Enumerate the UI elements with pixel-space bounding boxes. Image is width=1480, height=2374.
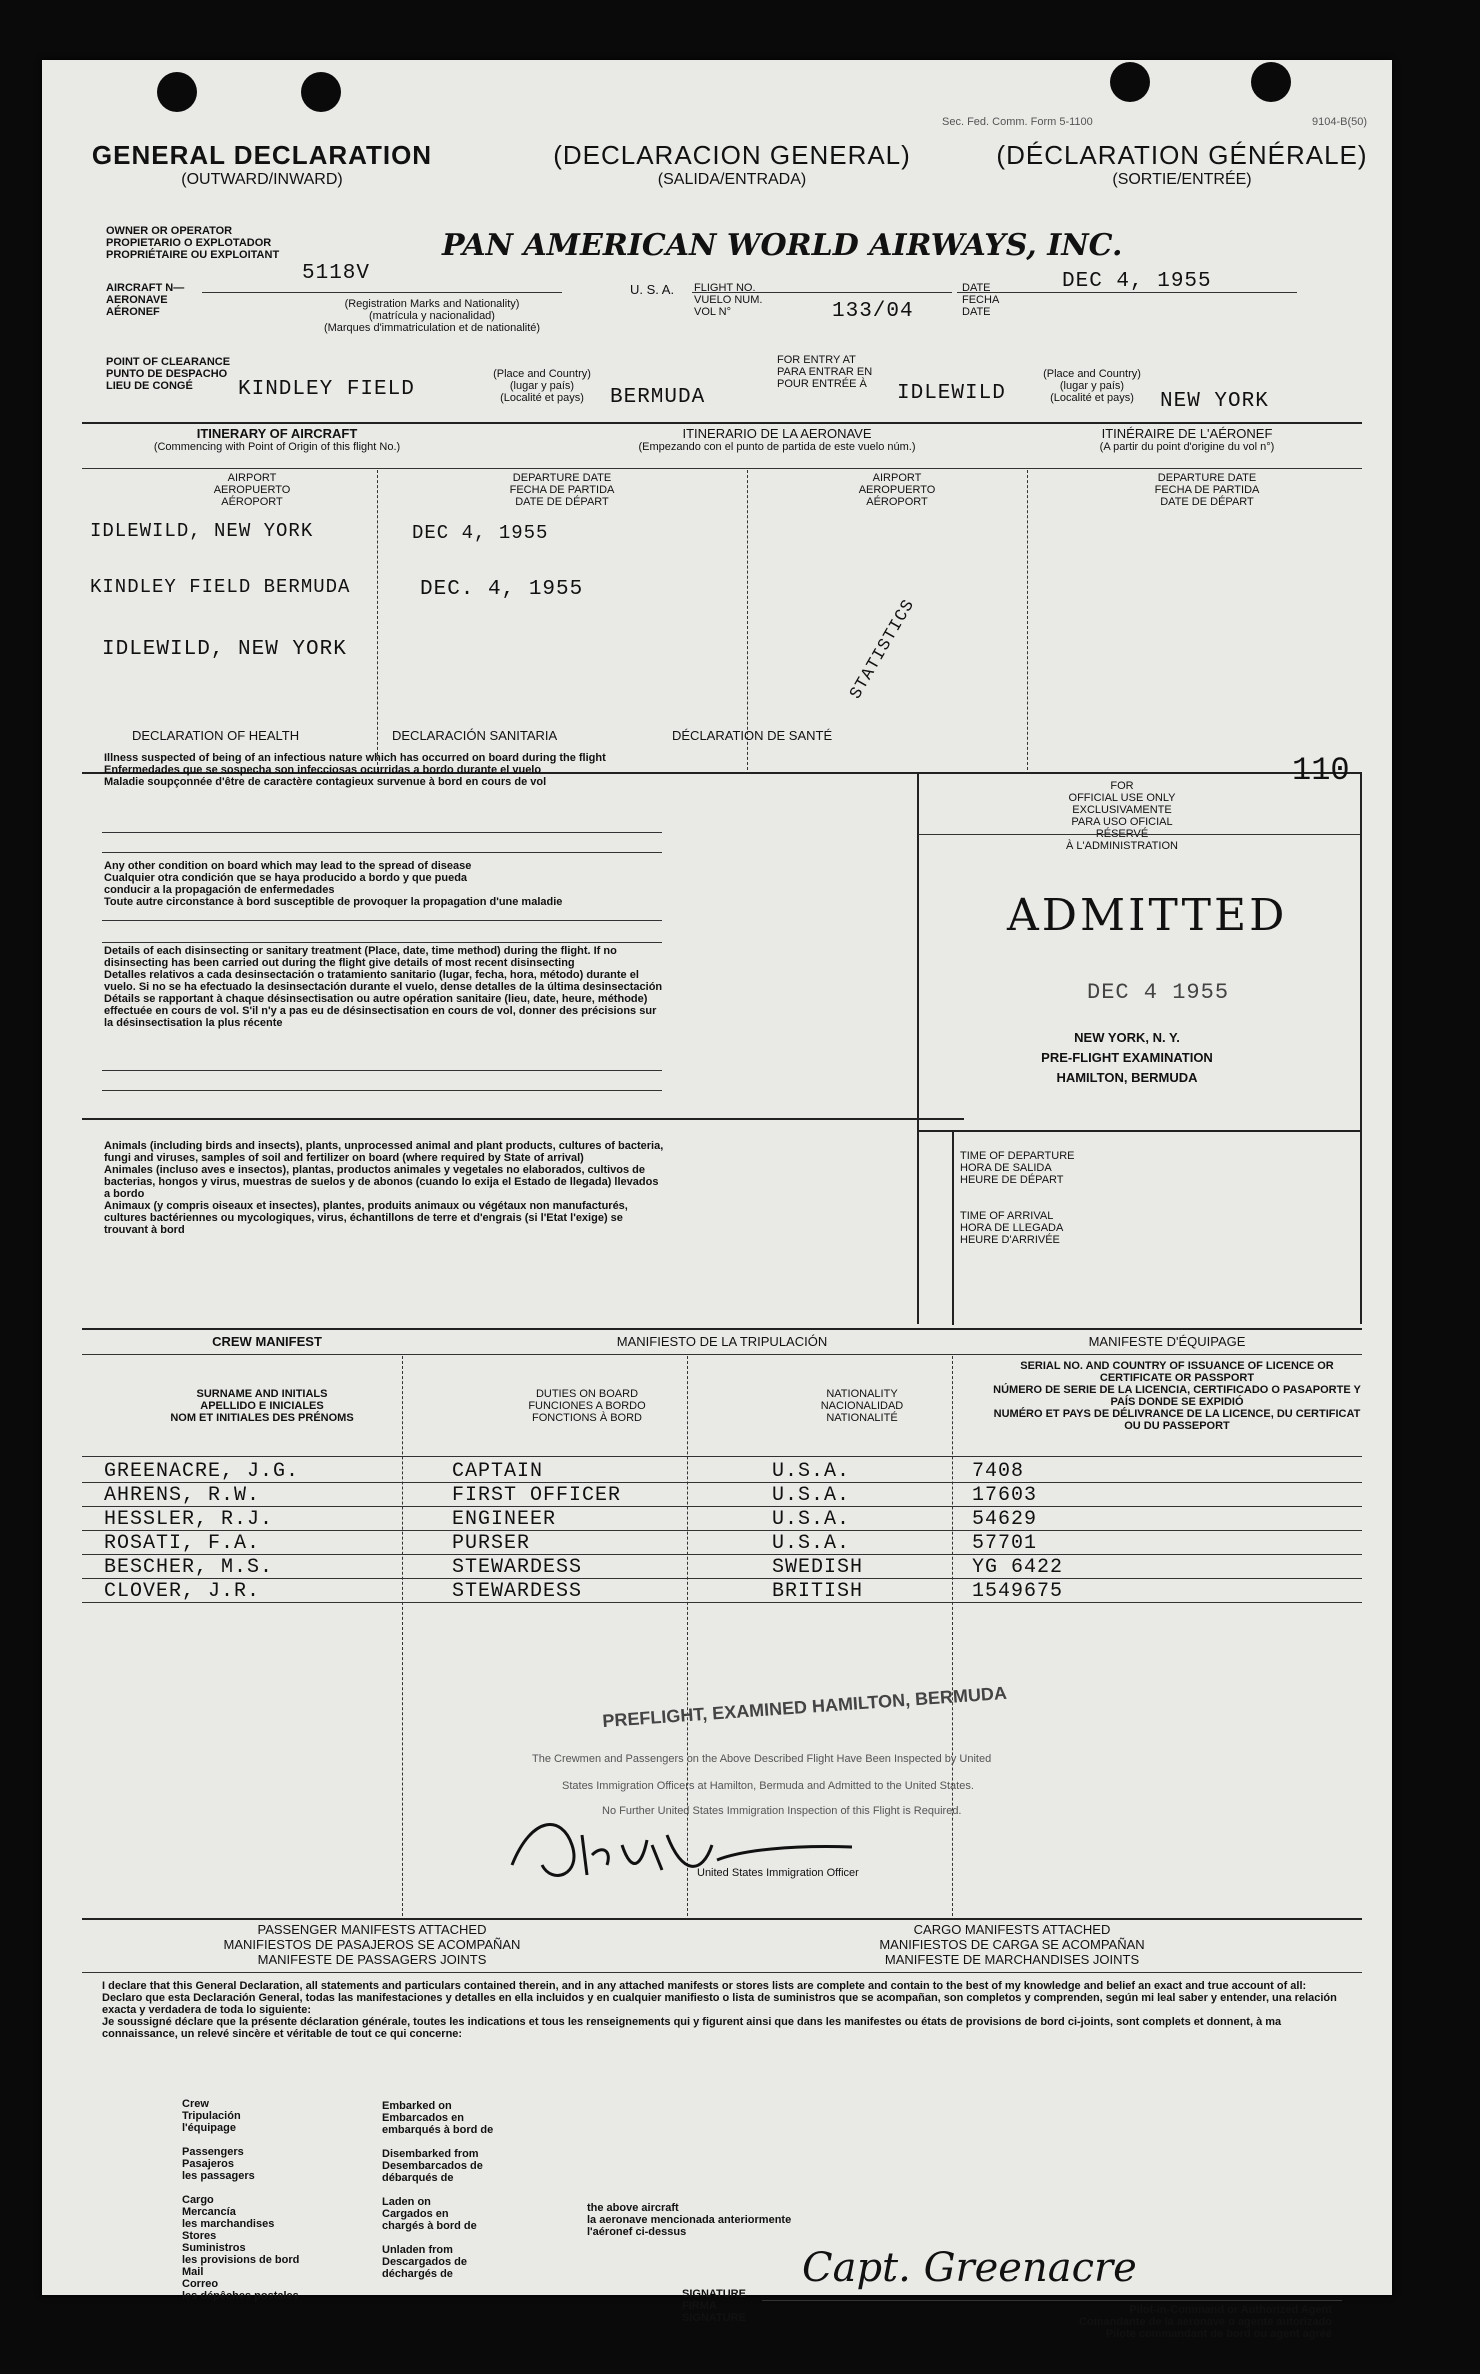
crew-row-4-licence: 57701 (972, 1532, 1038, 1555)
crew-row-6-licence: 1549675 (972, 1580, 1064, 1603)
declaration-mid-items: Embarked on Embarcados en embarqués à bord de Disembarked from Desembarcados de débarqués de Laden on Cargados en chargés à bord de Unladen from Descargados de déchargés de (382, 2100, 494, 2280)
admitted-place: HAMILTON, BERMUDA (1056, 1070, 1198, 1085)
itinerary-sub-en: (Commencing with Point of Origin of this flight No.) (153, 441, 401, 453)
crew-row-1-nationality: U.S.A. (772, 1460, 851, 1483)
crew-row-3-duty: ENGINEER (452, 1508, 557, 1531)
health-question-condition: Any other condition on board which may lead to the spread of disease Cualquier otra condición que se haya producido a bordo y que pueda conducir a la propagación de enfermedades Toute autre circonstance à bord susceptible de provoquer la propagation d'une maladie (104, 860, 563, 908)
entry-place-note: (Place and Country) (lugar y país) (Localité et pays) (1043, 368, 1141, 404)
punch-hole-right-1 (1110, 62, 1150, 102)
owner-label: OWNER OR OPERATOR PROPIETARIO O EXPLOTADOR PROPRIÉTAIRE OU EXPLOITANT (106, 225, 280, 261)
title-fr-sub: (SORTIE/ENTRÉE) (1112, 171, 1252, 188)
aircraft-country: U. S. A. (630, 282, 675, 297)
crew-row-4-name: ROSATI, F.A. (104, 1532, 261, 1555)
crew-row-6-duty: STEWARDESS (452, 1580, 583, 1603)
crew-row-5-licence: YG 6422 (972, 1556, 1064, 1579)
form-number: 9104-B(50) (1312, 116, 1368, 128)
passenger-manifests: PASSENGER MANIFESTS ATTACHED MANIFIESTOS DE PASAJEROS SE ACOMPAÑAN MANIFESTE DE PASSAGERS JOINTS (223, 1922, 521, 1967)
time-of-arrival-label: TIME OF ARRIVAL HORA DE LLEGADA HEURE D'ARRIVÉE (960, 1210, 1064, 1246)
entry-label: FOR ENTRY AT PARA ENTRAR EN POUR ENTRÉE À (777, 354, 873, 390)
flight-value: 133/04 (832, 300, 914, 323)
crew-row-divider (82, 1530, 1362, 1531)
health-title-en: DECLARATION OF HEALTH (132, 728, 300, 743)
admitted-date: DEC 4 1955 (1087, 980, 1230, 1005)
official-number: 110 (1292, 752, 1350, 789)
health-question-illness: Illness suspected of being of an infectious nature which has occurred on board during the flight Enfermedades que se sospecha son infecciosas ocurridas a bordo durante el vuelo Maladie soupçonnée d'être de caractère contagieux survenue à bord en cours de vol (104, 752, 606, 788)
itinerary-row-1-date: DEC 4, 1955 (412, 522, 549, 544)
clearance-place: KINDLEY FIELD (238, 378, 415, 401)
signer-label: Pilot-in-Command or Authorized Agent Comandante de la aeronave o agente autorizado Pilote commandant de bord ou agent agréé (1078, 2304, 1332, 2340)
crew-row-3-name: HESSLER, R.J. (104, 1508, 274, 1531)
registration-note: (Registration Marks and Nationality) (matrícula y nacionalidad) (Marques d'immatriculation et de nationalité) (323, 298, 541, 334)
health-question-disinsecting: Details of each disinsecting or sanitary treatment (Place, date, time method) during the flight. If no disinsecting has been carried out during the flight give details of most recent disinsecting Detalles relativos a cada desinsectación o tratamiento sanitario (lugar, fecha, hora, método) durante el vuelo. Si no se ha efectuado la desinsectación durante el vuelo, dense detalles de la última desinsectación Détails se rapportant à chaque désinsectisation ou autre opération sanitaire (lieu, date, heure, méthode) effectuée en cours de vol. S'il n'y a pas eu de désinsectisation en cours de vol, donner des précisions sur la désinsectisation la plus récente (104, 945, 663, 1029)
itinerary-row-1-airport: IDLEWILD, NEW YORK (90, 520, 314, 542)
aircraft-value: 5118V (302, 262, 371, 285)
declaration-left-items: Crew Tripulación l'équipage Passengers Pasajeros les passagers Cargo Mercancía les marchandises Stores Suministros les provisions de bord Mail Correo les dépêches postales (182, 2098, 300, 2302)
crew-row-1-licence: 7408 (972, 1460, 1025, 1483)
immigration-officer-label: United States Immigration Officer (697, 1867, 859, 1879)
title-es: (DECLARACION GENERAL) (553, 140, 911, 170)
itinerary-col-airport-2: AIRPORT AEROPUERTO AÉROPORT (858, 472, 936, 508)
entry-place: IDLEWILD (897, 382, 1006, 405)
itinerary-col-date-1: DEPARTURE DATE FECHA DE PARTIDA DATE DE DÉPART (509, 472, 615, 508)
crew-row-divider (82, 1578, 1362, 1579)
admitted-city: NEW YORK, N. Y. (1074, 1030, 1180, 1045)
health-title-es: DECLARACIÓN SANITARIA (392, 728, 558, 743)
itinerary-title-fr: ITINÉRAIRE DE L'AÉRONEF (1101, 426, 1273, 441)
crew-row-5-nationality: SWEDISH (772, 1556, 864, 1579)
date-label: DATE FECHA DATE (962, 282, 1000, 318)
signature-label: SIGNATURE FIRMA SIGNATURE (682, 2288, 746, 2324)
statistics-stamp: STATISTICS (846, 596, 920, 703)
crew-col-licence: SERIAL NO. AND COUNTRY OF ISSUANCE OF LICENCE OR CERTIFICATE OR PASSPORT NÚMERO DE SERIE DE LA LICENCIA, CERTIFICADO O PASAPORTE Y PAÍS DONDE SE EXPIDIÓ NUMÉRO ET PAYS DE DÉLIVRANCE DE LA LICENCE, DU CERTIFICAT OU DU PASSEPORT (993, 1360, 1361, 1432)
inspection-text-1: The Crewmen and Passengers on the Above Described Flight Have Been Inspected by United (532, 1753, 992, 1765)
crew-row-1-duty: CAPTAIN (452, 1460, 544, 1483)
crew-title-fr: MANIFESTE D'ÉQUIPAGE (1088, 1334, 1246, 1349)
title-en: GENERAL DECLARATION (91, 140, 433, 170)
admitted-exam: PRE-FLIGHT EXAMINATION (1041, 1050, 1213, 1065)
general-declaration-form (42, 60, 1392, 2340)
punch-hole-left-2 (301, 72, 341, 112)
official-use-label: FOR OFFICIAL USE ONLY EXCLUSIVAMENTE PARA USO OFICIAL RÉSERVÉ À L'ADMINISTRATION (1066, 780, 1178, 852)
inspection-text-2: States Immigration Officers at Hamilton, Bermuda and Admitted to the United States. (562, 1780, 974, 1792)
declaration-text: I declare that this General Declaration, all statements and particulars contained therein, and in any attached manifests or stores lists are complete and contain to the best of my knowledge and belief an exact and true account of all: Declaro que esta Declaración General, todas las manifestaciones y detalles en ella incluidos y en cualquier manifiesto o lista de suministros que se acompañan, son completos y comprenden, según mi leal saber y entender, una relación exacta y verdadera de toda lo siguiente: Je soussigné déclare que la présente déclaration générale, toutes les indications et tous les renseignements qui y figurent ainsi que dans les manifestes ou états de provisions de bord ci-joints, sont complets et donnent, à ma connaissance, un relevé sincère et véritable de tout ce qui concerne: (102, 1980, 1337, 2040)
flight-label: FLIGHT NO. VUELO NUM. VOL N° (694, 282, 763, 318)
clearance-country: BERMUDA (610, 386, 706, 409)
title-fr: (DÉCLARATION GÉNÉRALE) (996, 140, 1368, 170)
itinerary-col-airport-1: AIRPORT AEROPUERTO AÉROPORT (213, 472, 291, 508)
crew-row-4-nationality: U.S.A. (772, 1532, 851, 1555)
crew-col-duty: DUTIES ON BOARD FUNCIONES A BORDO FONCTIONS À BORD (528, 1388, 646, 1424)
crew-row-6-name: CLOVER, J.R. (104, 1580, 261, 1603)
itinerary-row-2-airport: KINDLEY FIELD BERMUDA (90, 576, 351, 598)
crew-row-2-licence: 17603 (972, 1484, 1038, 1507)
cargo-manifests: CARGO MANIFESTS ATTACHED MANIFIESTOS DE CARGA SE ACOMPAÑAN MANIFESTE DE MARCHANDISES JOINTS (879, 1922, 1145, 1967)
itinerary-title-en: ITINERARY OF AIRCRAFT (196, 426, 358, 441)
title-en-sub: (OUTWARD/INWARD) (181, 171, 343, 188)
crew-row-2-nationality: U.S.A. (772, 1484, 851, 1507)
crew-row-divider (82, 1482, 1362, 1483)
crew-row-6-nationality: BRITISH (772, 1580, 864, 1603)
date-value: DEC 4, 1955 (1062, 270, 1212, 293)
captain-signature: Capt. Greenacre (802, 2245, 1137, 2291)
itinerary-title-es: ITINERARIO DE LA AERONAVE (682, 426, 872, 441)
declaration-aircraft-label: the above aircraft la aeronave mencionada anteriormente l'aéronef ci-dessus (587, 2202, 792, 2238)
crew-col-name: SURNAME AND INITIALS APELLIDO E INICIALES NOM ET INITIALES DES PRÉNOMS (170, 1388, 354, 1424)
admitted-stamp: ADMITTED (1007, 890, 1288, 941)
crew-row-3-licence: 54629 (972, 1508, 1038, 1531)
health-title-fr: DÉCLARATION DE SANTÉ (672, 728, 833, 743)
title-es-sub: (SALIDA/ENTRADA) (657, 171, 807, 188)
crew-row-divider (82, 1506, 1362, 1507)
itinerary-row-3-airport: IDLEWILD, NEW YORK (102, 638, 347, 661)
crew-row-divider (82, 1554, 1362, 1555)
crew-title-es: MANIFIESTO DE LA TRIPULACIÓN (616, 1334, 828, 1349)
crew-row-1-name: GREENACRE, J.G. (104, 1460, 300, 1483)
clearance-label: POINT OF CLEARANCE PUNTO DE DESPACHO LIEU DE CONGÉ (106, 356, 231, 392)
itinerary-sub-fr: (A partir du point d'origine du vol n°) (1099, 441, 1275, 453)
crew-row-2-name: AHRENS, R.W. (104, 1484, 261, 1507)
crew-row-divider (82, 1602, 1362, 1603)
itinerary-row-2-date: DEC. 4, 1955 (420, 578, 584, 601)
time-of-departure-label: TIME OF DEPARTURE HORA DE SALIDA HEURE DE DÉPART (960, 1150, 1075, 1186)
crew-row-2-duty: FIRST OFFICER (452, 1484, 622, 1507)
aircraft-label: AIRCRAFT N— AERONAVE AÉRONEF (106, 282, 185, 318)
crew-title-en: CREW MANIFEST (212, 1334, 322, 1349)
crew-row-3-nationality: U.S.A. (772, 1508, 851, 1531)
crew-row-5-name: BESCHER, M.S. (104, 1556, 274, 1579)
itinerary-sub-es: (Empezando con el punto de partida de este vuelo núm.) (638, 441, 916, 453)
punch-hole-left-1 (157, 72, 197, 112)
entry-country: NEW YORK (1160, 390, 1269, 413)
owner-value: PAN AMERICAN WORLD AIRWAYS, INC. (442, 228, 1123, 263)
immigration-officer-signature (492, 1805, 872, 1895)
itinerary-col-date-2: DEPARTURE DATE FECHA DE PARTIDA DATE DE DÉPART (1154, 472, 1260, 508)
crew-col-nationality: NATIONALITY NACIONALIDAD NATIONALITÉ (820, 1388, 904, 1424)
health-question-animals: Animals (including birds and insects), plants, unprocessed animal and plant products, cultures of bacteria, fungi and viruses, samples of soil and fertilizer on board (where required by State of arrival) Animales (incluso aves e insectos), plantas, productos animales y vegetales no elaborados, cultivos de bacterias, hongos y virus, muestras de suelos y de abonos (cuando lo exija el Estado de llegada) llevados a bordo Animaux (y compris oiseaux et insectes), plantes, produits animaux ou végétaux non manufacturés, cultures bactériennes ou mycologiques, virus, échantillons de terre et d'engrais (si l'Etat l'exige) se trouvant à bord (104, 1140, 664, 1236)
clearance-place-note: (Place and Country) (lugar y país) (Localité et pays) (493, 368, 591, 404)
punch-hole-right-2 (1251, 62, 1291, 102)
preflight-stamp: PREFLIGHT, EXAMINED HAMILTON, BERMUDA (601, 1682, 1008, 1732)
crew-row-5-duty: STEWARDESS (452, 1556, 583, 1579)
inspection-text-3: No Further United States Immigration Inspection of this Flight is Required. (602, 1805, 962, 1817)
top-right-note: Sec. Fed. Comm. Form 5-1100 (942, 116, 1093, 128)
crew-row-4-duty: PURSER (452, 1532, 531, 1555)
